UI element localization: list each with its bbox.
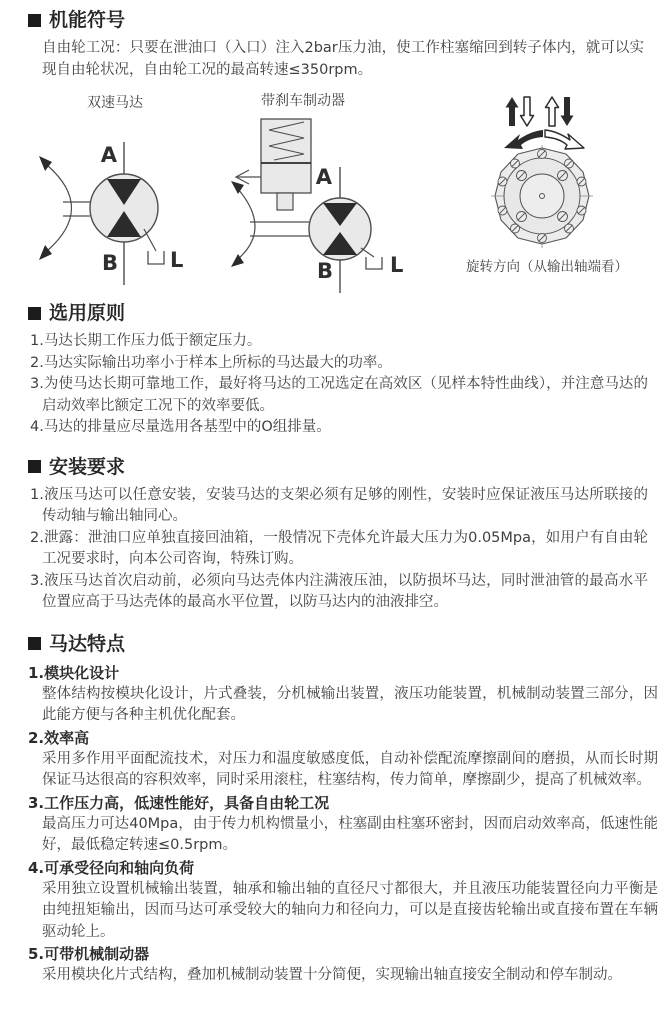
section-title-motor-features <box>28 632 672 656</box>
installation-requirements-list <box>30 485 648 614</box>
feature-body: 整体结构按模块化设计，片式叠装，分机械输出装置，液压功能装置，机械制动装置三部分，因此能方便与各种主机优化配套。 <box>42 685 658 723</box>
rotation-arc <box>238 189 255 259</box>
feature-heading: 1.模块化设计 <box>28 663 120 682</box>
selection-principles-list <box>30 331 648 439</box>
section-title-selection-principles <box>28 301 672 325</box>
brake-motor-caption: 带刹车制动器 <box>261 93 345 109</box>
section-title-label: 选用原则 <box>49 302 126 324</box>
list-item: 3.液压马达首次启动前，必须向马达壳体内注满液压油，以防损坏马达，同时泄油管的最高水平位置应高于马达壳体的最高水平位置，以防马达内的油液排空。 <box>30 572 648 610</box>
feature-item <box>0 662 672 727</box>
feature-item <box>0 792 672 857</box>
section-title-installation-requirements <box>28 455 672 479</box>
drain-tank-icon <box>366 257 382 269</box>
section-title-function-symbols <box>28 8 672 32</box>
feature-item <box>0 727 672 792</box>
feature-heading: 3.工作压力高，低速性能好，具备自由轮工况 <box>28 793 330 812</box>
diagrams-row <box>0 93 672 295</box>
rotation-arc <box>47 165 72 251</box>
drain-l-label: L <box>390 253 404 277</box>
feature-heading: 4.可承受径向和轴向负荷 <box>28 858 195 877</box>
arc-arrowhead-top-icon <box>39 156 52 171</box>
section-square-icon <box>28 637 41 650</box>
port-a-label: A <box>315 165 332 189</box>
feature-body: 采用多作用平面配流技术，对压力和温度敏感度低，自动补偿配流摩擦副间的磨损，从而长时期保证马达很高的容积效率，同时采用滚柱，柱塞结构，传力简单，摩擦副少，提高了机械效率。 <box>42 750 658 788</box>
list-item: 3.为使马达长期可靠地工作，最好将马达的工况选定在高效区（见样本特性曲线），并注意马达的启动效率比额定工况下的效率要低。 <box>30 376 648 414</box>
feature-item <box>0 857 672 944</box>
section-title-label: 机能符号 <box>49 9 126 31</box>
dual-speed-motor-caption: 双速马达 <box>87 95 143 111</box>
rotation-direction-caption: 旋转方向（从输出轴端看） <box>466 259 628 275</box>
port-a-label: A <box>100 143 117 167</box>
list-item: 1.液压马达可以任意安装，安装马达的支架必须有足够的刚性，安装时应保证液压马达所联接的传动轴与输出轴同心。 <box>30 486 648 524</box>
feature-heading: 2.效率高 <box>28 728 90 747</box>
section-title-label: 马达特点 <box>49 632 126 655</box>
inner-circle <box>520 174 564 218</box>
list-item: 4.马达的排量应尽量选用各基型中的O组排量。 <box>30 419 331 435</box>
port-b-label: B <box>316 259 333 283</box>
rotation-cw-arrow-icon <box>545 130 584 149</box>
brake-cylinder <box>261 119 311 193</box>
drain-tank-icon <box>148 251 164 264</box>
arrow-down-hollow-icon <box>521 97 534 126</box>
drain-line <box>144 229 156 251</box>
list-item: 1.马达长期工作压力低于额定压力。 <box>30 333 262 349</box>
port-b-label: B <box>101 251 118 275</box>
feature-body: 采用独立设置机械输出装置，轴承和输出轴的直径尺寸都很大，并且液压功能装置径向力平衡是由纯扭矩输出，因而马达可承受较大的轴向力和径向力，可以是直接齿轮输出或直接布置在车辆驱动轮上。 <box>42 880 658 940</box>
arc-arrowhead-bottom-icon <box>39 245 52 260</box>
section-square-icon <box>28 460 41 473</box>
function-symbols-paragraph: 自由轮工况：只要在泄油口（入口）注入2bar压力油，使工作柱塞缩回到转子体内，就可以实现自由轮状况，自由轮工况的最高转速≤350rpm。 <box>42 40 644 78</box>
section-title-label: 安装要求 <box>49 455 126 478</box>
brake-stem <box>277 193 293 210</box>
dual-speed-motor-symbol <box>20 113 225 295</box>
list-item: 2.马达实际输出功率小于样本上所标的马达最大的功率。 <box>30 354 392 371</box>
feature-body: 最高压力可达40Mpa，由于传力机构惯量小，柱塞副由柱塞环密封，因而启动效率高，低速性能好，最低稳定转速≤0.5rpm。 <box>42 815 658 853</box>
drain-l-label: L <box>170 248 184 272</box>
feature-body: 采用模块化片式结构，叠加机械制动装置十分简便，实现输出轴直接安全制动和停车制动。 <box>42 967 622 983</box>
dual-speed-motor-diagram <box>20 95 210 299</box>
section-square-icon <box>28 14 41 27</box>
rotation-ccw-arrow-icon <box>504 130 543 149</box>
rotation-direction-figure <box>447 95 647 255</box>
brake-motor-symbol <box>222 111 427 296</box>
brake-motor-diagram <box>210 93 404 300</box>
feature-item <box>0 943 672 987</box>
drain-line <box>361 248 374 257</box>
section-square-icon <box>28 307 41 320</box>
arrow-up-filled-icon <box>506 97 519 126</box>
arrow-up-hollow-icon <box>546 97 559 126</box>
list-item: 2.泄露：泄油口应单独直接回油箱，一般情况下壳体允许最大压力为0.05Mpa，如用户有自由轮工况要求时，向本公司咨询，特殊订购。 <box>30 529 648 567</box>
arrow-down-filled-icon <box>561 97 574 126</box>
feature-heading: 5.可带机械制动器 <box>28 945 150 963</box>
arc-arrowhead-top-icon <box>231 181 244 194</box>
rotation-direction-diagram <box>447 95 647 275</box>
